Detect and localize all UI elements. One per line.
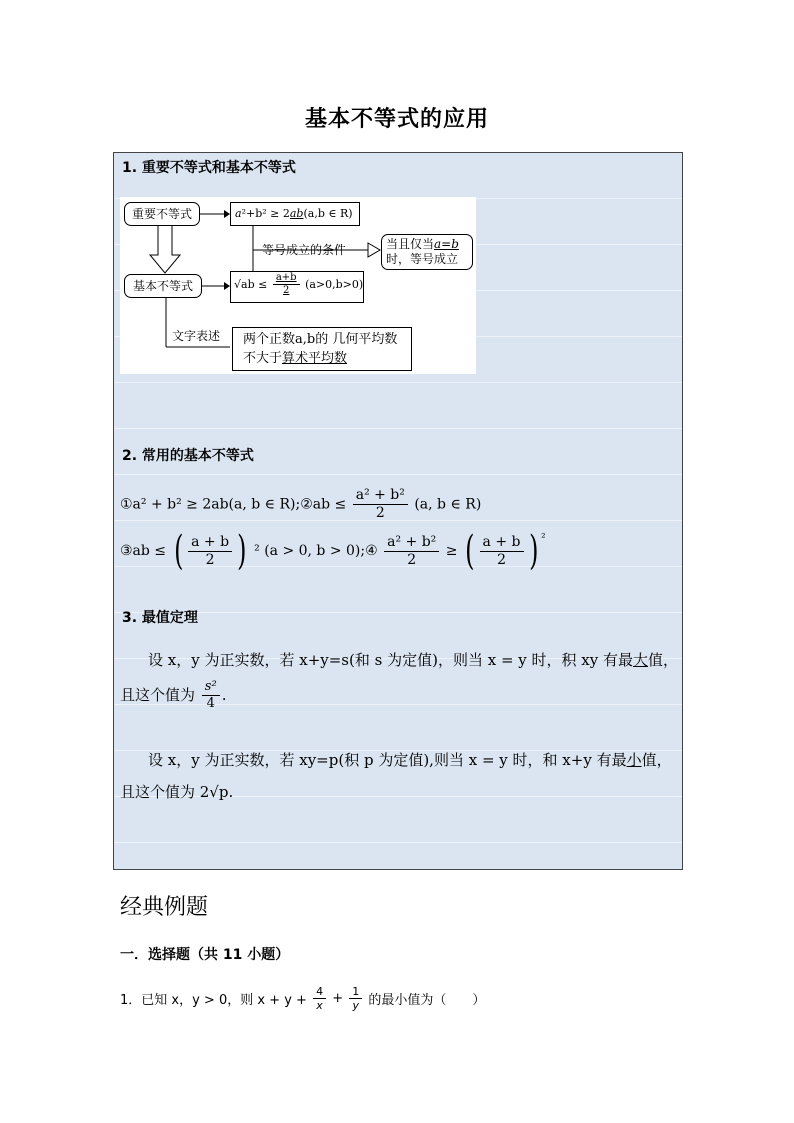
equal-condition-label: 等号成立的条件 [262,243,347,257]
one-over-y: $\frac{1}{y}$ [349,985,362,1012]
formula-tail: (a,b ∈ R) [303,207,353,220]
sqrt-ab: √ab ≤ [234,278,268,291]
formula-ab: ab [289,207,304,220]
desc-line-1: 两个正数a,b的 几何平均数 [243,332,398,347]
description-box [232,327,412,371]
inequality-line-2: ③ab ≤ ( $\frac{a + b}{2}$ ) ² (a > 0, b > 0);④ $\frac{\text{a² + b²}}{2}$ ≥ ( $\frac{a + b}{2}$ ) $^{^2}$ [120,528,546,574]
summary-box [113,152,683,870]
desc-line-2b: 算术平均数 [282,351,348,366]
right-paren: ) [237,528,247,574]
desc-line-2a: 不大于 [243,351,283,366]
basic-inequality-box: 基本不等式 [124,274,202,298]
am-gm-formula-box [230,271,364,303]
formula-a: a [235,207,242,220]
page-title: 基本不等式的应用 [304,106,489,132]
text-statement-label: 文字表述 [172,329,221,343]
a2b2-over-2: $\frac{\text{a² + b²}}{2}$ [353,487,408,522]
min-value-paragraph: 设 x，y 为正实数，若 xy=p(积 p 为定值),则当 x = y 时，和 x+y 有最小值， 且这个值为 2√p. [120,751,672,801]
left-paren: ( [173,528,183,574]
choice-heading: 一．选择题（共 11 小题） [120,947,290,963]
section-2-heading: 2. 常用的基本不等式 [122,448,254,464]
important-inequality-box: 重要不等式 [124,202,200,226]
examples-heading: 经典例题 [120,895,209,920]
s2-over-4: $\frac{\text{s²}}{4}$ [202,679,220,711]
four-over-x: $\frac{4}{x}$ [313,985,326,1012]
positive-condition: (a>0,b>0) [305,278,364,291]
ab-over-2: $\frac{a + b}{2}$ [188,534,232,569]
question-1: 1．已知 x，y > 0，则 x + y + $\frac{4}{x}$ + $\frac{1}{y}$ 的最小值为（ ） [120,985,486,1013]
section-3-heading: 3. 最值定理 [122,610,198,626]
ab-over-2-c: $\frac{a + b}{2}$ [480,534,524,569]
flowchart [120,197,476,374]
formula-a2-b2-box [230,202,360,226]
a-plus-b-over-2: $\frac{a+b}{2}$ [273,272,300,297]
inequality-line-1: ①a² + b² ≥ 2ab(a, b ∈ R);②ab ≤ $\frac{\text{a² + b²}}{2}$ (a, b ∈ R) [120,487,482,521]
only-when-text: 当且仅当 [386,237,435,251]
section-1-heading: 1. 重要不等式和基本不等式 [122,160,296,176]
equality-condition-box [381,234,473,270]
formula-body: ²+b² ≥ 2 [241,207,290,220]
a-equals-b: a=b [434,237,459,251]
a2b2-over-2-b: $\frac{\text{a² + b²}}{2}$ [384,534,439,569]
max-value-paragraph: 设 x，y 为正实数，若 x+y=s(和 s 为定值)，则当 x = y 时，积 xy 有最大值， 且这个值为 $\frac{\text{s²}}{4}$ . [120,651,679,711]
equality-holds-text: 时，等号成立 [386,252,459,266]
